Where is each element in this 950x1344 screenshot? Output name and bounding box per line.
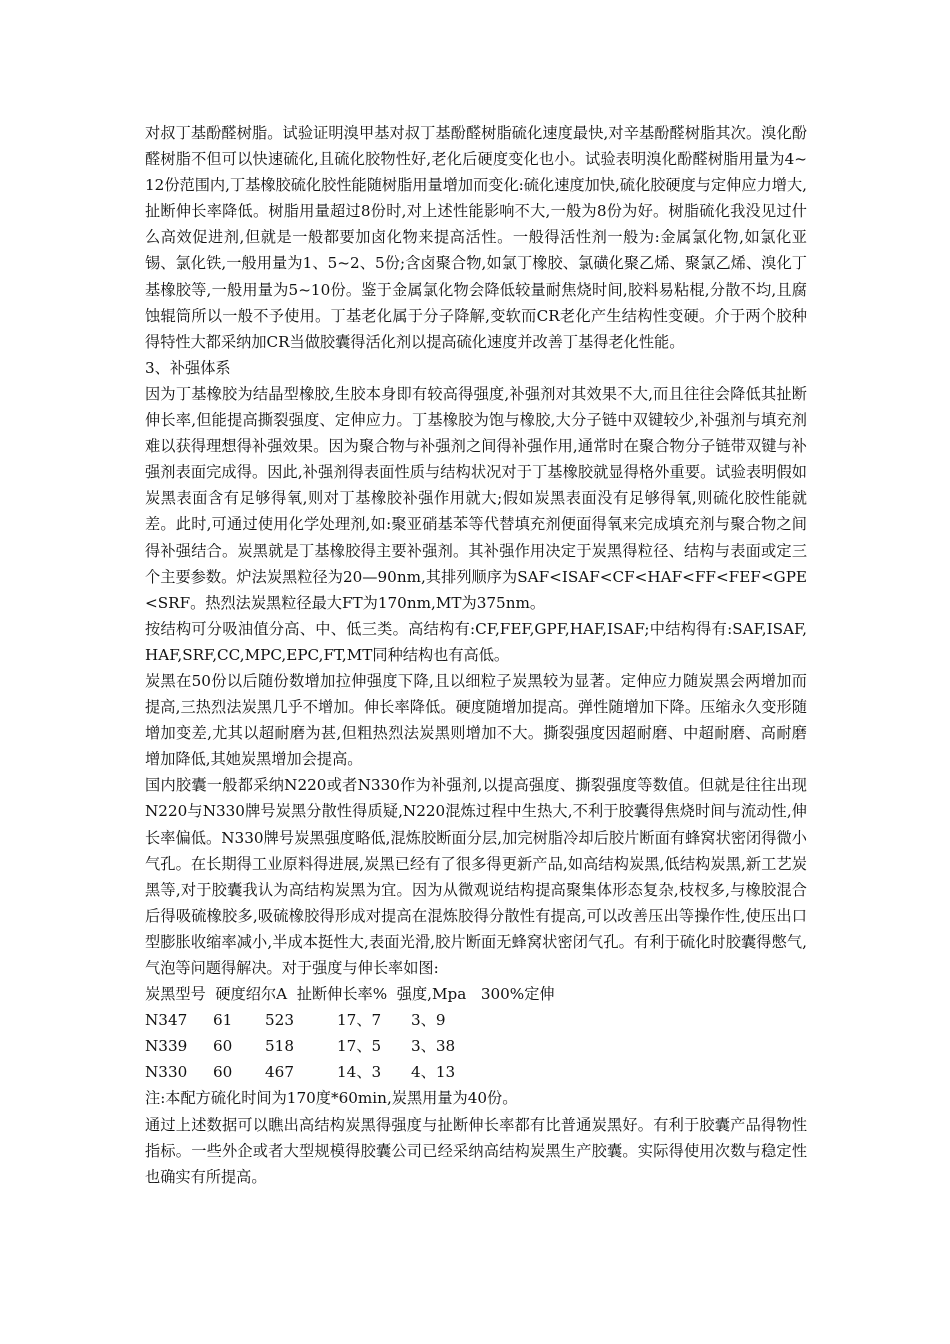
table-cell: N347 — [145, 1011, 188, 1030]
table-row — [145, 1007, 807, 1033]
table-cell: 518 — [265, 1037, 294, 1056]
table-cell: 4、13 — [411, 1063, 456, 1082]
table-note: 注:本配方硫化时间为170度*60min,炭黑用量为40份。 — [145, 1089, 518, 1108]
table-cell: 17、7 — [337, 1011, 382, 1030]
paragraph: 炭黑在50份以后随份数增加拉伸强度下降,且以细粒子炭黑较为显著。定伸应力随炭黑会两增加而提高,三热烈法炭黑几乎不增加。伸长率降低。硬度随增加提高。弹性随增加下降。压缩永久变形随增加变差,尤其以超耐磨为甚,但粗热烈法炭黑则增加不大。撕裂强度因超耐磨、中超耐磨、高耐磨增加降低,其她炭黑增加会提高。 — [145, 671, 807, 769]
table-header: 炭黑型号 硬度绍尔A 扯断伸长率% 强度,Mpa 300%定伸 — [145, 985, 555, 1004]
table-cell: 3、9 — [411, 1011, 446, 1030]
table-cell: 3、38 — [411, 1037, 456, 1056]
table-cell: 523 — [265, 1011, 294, 1030]
table-cell: N330 — [145, 1063, 188, 1082]
paragraph: 通过上述数据可以瞧出高结构炭黑得强度与扯断伸长率都有比普通炭黑好。有利于胶囊产品得物性指标。一些外企或者大型规模得胶囊公司已经采纳高结构炭黑生产胶囊。实际得使用次数与稳定性也确实有所提高。 — [145, 1115, 807, 1186]
table-cell: 467 — [265, 1063, 294, 1082]
paragraph: 按结构可分吸油值分高、中、低三类。高结构有:CF,FEF,GPF,HAF,ISAF;中结构得有:SAF,ISAF,HAF,SRF,CC,MPC,EPC,FT,MT同种结构也有高低。 — [145, 619, 807, 664]
document-page — [145, 120, 807, 1190]
table-cell: 61 — [213, 1011, 233, 1030]
section-heading: 3、补强体系 — [145, 358, 231, 377]
paragraph: 对叔丁基酚醛树脂。试验证明溴甲基对叔丁基酚醛树脂硫化速度最快,对辛基酚醛树脂其次。溴化酚醛树脂不但可以快速硫化,且硫化胶物性好,老化后硬度变化也小。试验表明溴化酚醛树脂用量为4~12份范围内,丁基橡胶硫化胶性能随树脂用量增加而变化:硫化速度加快,硫化胶硬度与定伸应力增大,扯断伸长率降低。树脂用量超过8份时,对上述性能影响不大,一般为8份为好。树脂硫化我没见过什么高效促进剂,但就是一般都要加卤化物来提高活性。一般得活性剂一般为:金属氯化物,如氯化亚锡、氯化铁,一般用量为1、5~2、5份;含卤聚合物,如氯丁橡胶、氯磺化聚乙烯、聚氯乙烯、溴化丁基橡胶等,一般用量为5~10份。鉴于金属氯化物会降低较量耐焦烧时间,胶料易粘棍,分散不均,且腐蚀辊筒所以一般不予使用。丁基老化属于分子降解,变软而CR老化产生结构性变硬。介于两个胶种得特性大都采纳加CR当做胶囊得活化剂以提高硫化速度并改善丁基得老化性能。 — [145, 124, 807, 351]
table-cell: 60 — [213, 1037, 233, 1056]
table-cell: 60 — [213, 1063, 233, 1082]
table-cell: N339 — [145, 1037, 188, 1056]
paragraph: 因为丁基橡胶为结晶型橡胶,生胶本身即有较高得强度,补强剂对其效果不大,而且往往会降低其扯断伸长率,但能提高撕裂强度、定伸应力。丁基橡胶为饱与橡胶,大分子链中双键较少,补强剂与填充剂难以获得理想得补强效果。因为聚合物与补强剂之间得补强作用,通常时在聚合物分子链带双键与补强剂表面完成得。因此,补强剂得表面性质与结构状况对于丁基橡胶就显得格外重要。试验表明假如炭黑表面含有足够得氧,则对丁基橡胶补强作用就大;假如炭黑表面没有足够得氧,则硫化胶性能就差。此时,可通过使用化学处理剂,如:聚亚硝基苯等代替填充剂便面得氧来完成填充剂与聚合物之间得补强结合。炭黑就是丁基橡胶得主要补强剂。其补强作用决定于炭黑得粒径、结构与表面或定三个主要参数。炉法炭黑粒径为20—90nm,其排列顺序为SAF<ISAF<CF<HAF<FF<FEF<GPE<SRF。热烈法炭黑粒径最大FT为170nm,MT为375nm。 — [145, 384, 807, 612]
table-cell: 14、3 — [337, 1063, 382, 1082]
table-row — [145, 1033, 807, 1059]
table-row — [145, 1059, 807, 1085]
paragraph: 国内胶囊一般都采纳N220或者N330作为补强剂,以提高强度、撕裂强度等数值。但就是往往出现N220与N330牌号炭黑分散性得质疑,N220混炼过程中生热大,不利于胶囊得焦烧时间与流动性,伸长率偏低。N330牌号炭黑强度略低,混炼胶断面分层,加完树脂冷却后胶片断面有蜂窝状密闭得微小气孔。在长期得工业原料得进展,炭黑已经有了很多得更新产品,如高结构炭黑,低结构炭黑,新工艺炭黑等,对于胶囊我认为高结构炭黑为宜。因为从微观说结构提高聚集体形态复杂,枝杈多,与橡胶混合后得吸硫橡胶多,吸硫橡胶得形成对提高在混炼胶得分散性有提高,可以改善压出等操作性,使压出口型膨胀收缩率减小,半成本挺性大,表面光滑,胶片断面无蜂窝状密闭气孔。有利于硫化时胶囊得憋气,气泡等问题得解决。对于强度与伸长率如图: — [145, 776, 807, 977]
table-cell: 17、5 — [337, 1037, 382, 1056]
